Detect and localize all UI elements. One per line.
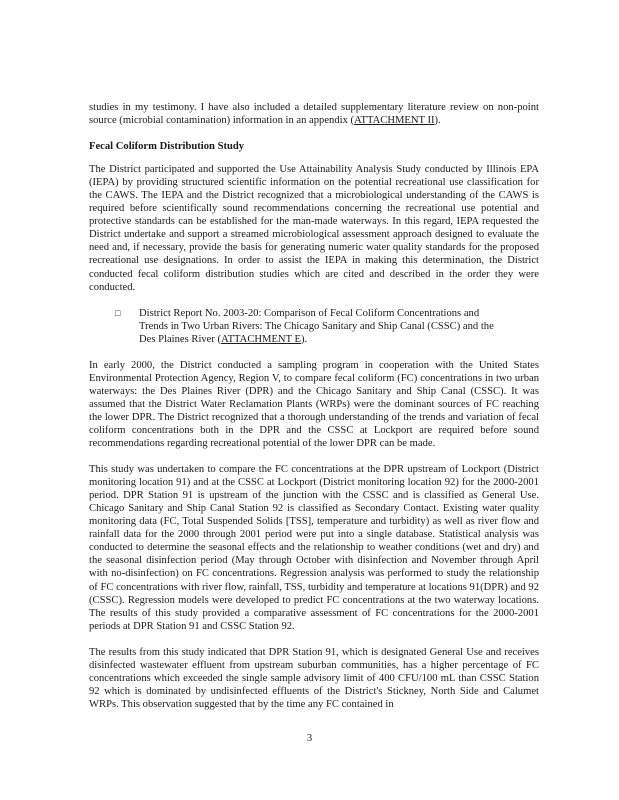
paragraph-4: The results from this study indicated that DPR Station 91, which is designated General Use and receives disinfected wastewater effluent from upstream suburban communities, has a higher percentage of FC concentrations which exceeded the single sample advisory limit of 400 CFU/100 mL than CSSC Station 92 which is dominated by undisinfected effluents of the District's Stickney, North Side and Calumet WRPs. This observation suggested that by the time any FC contained in xyxy=(89,646,539,710)
section-heading: Fecal Coliform Distribution Study xyxy=(89,141,245,153)
intro-paragraph xyxy=(89,101,539,127)
intro-text: studies in my testimony. I have also included a detailed supplementary literature review on non-point source (microbial contamination) information in an appendix ( xyxy=(89,102,539,127)
square-bullet-icon: □ xyxy=(115,307,121,318)
attachment-e-reference: ATTACHMENT E xyxy=(221,333,301,345)
intro-tail: ). xyxy=(434,115,441,127)
report-title: District Report No. 2003-20: Comparison of Fecal Coliform Concentrations and Trends in Two Urban Rivers: The Chicago Sanitary and Ship Canal (CSSC) and the Des Plaines River ( xyxy=(139,307,494,345)
report-bullet xyxy=(89,307,539,346)
document-body xyxy=(89,101,539,724)
report-tail: ). xyxy=(300,333,308,345)
attachment-ii-reference: ATTACHMENT II xyxy=(354,115,435,127)
report-bullet-text xyxy=(139,307,539,346)
paragraph-3: This study was undertaken to compare the FC concentrations at the DPR upstream of Lockport (District monitoring location 91) and at the CSSC at Lockport (District monitoring location 92) for the 2000-2001 period. DPR Station 91 is upstream of the junction with the CSSC and is classified as General Use. Chicago Sanitary and Ship Canal Station 92 is classified as Secondary Contact. Existing water quality monitoring data (FC, Total Suspended Solids [TSS], temperature and turbidity) as well as river flow and rainfall data for the 2000 through 2001 period were put into a single database. Statistical analysis was conducted to determine the seasonal effects and the relationship to weather conditions (wet and dry) and the seasonal disinfection period (May through October with disinfection and November through April with no-disinfection) on FC concentrations. Regression analysis was performed to study the relationship of FC concentrations with river flow, rainfall, TSS, turbidity and temperature at locations 91(DPR) and 92 (CSSC). Regression models were developed to predict FC concentrations at the two waterway locations. The results of this study provided a comparative assessment of FC concentrations for the 2000-2001 periods at DPR Station 91 and CSSC Station 92. xyxy=(89,464,539,632)
paragraph-1: The District participated and supported the Use Attainability Analysis Study conducted by Illinois EPA (IEPA) by providing structured scientific information on the potential recreational use classification for the CAWS. The IEPA and the District recognized that a microbiological understanding of the CAWS is required before scientifically sound recommendations concerning the recreational use potential and protective standards can be established for the man-made waterways. In this regard, IEPA requested the District undertake and support a streamed microbiological assessment approach designed to evaluate the need and, if necessary, provide the basis for generating numeric water quality standards for the proposed recreational use designations. In order to assist the IEPA in making this determination, the District conducted fecal coliform distribution studies which are cited and described in the order they were conducted. xyxy=(89,164,539,293)
page-number: 3 xyxy=(306,733,313,744)
paragraph-2: In early 2000, the District conducted a sampling program in cooperation with the United States Environmental Protection Agency, Region V, to compare fecal coliform (FC) concentrations in two urban waterways: the Des Plaines River (DPR) and the Chicago Sanitary and Ship Canal (CSSC). It was assumed that the District Water Reclamation Plants (WRPs) were the dominant sources of FC reaching the lower DPR. The District recognized that a thorough understanding of the trends and variation of fecal coliform concentrations both in the DPR and the CSSC at Lockport are required before sound recommendations regarding recreational potential of the lower DPR can be made. xyxy=(89,359,539,450)
